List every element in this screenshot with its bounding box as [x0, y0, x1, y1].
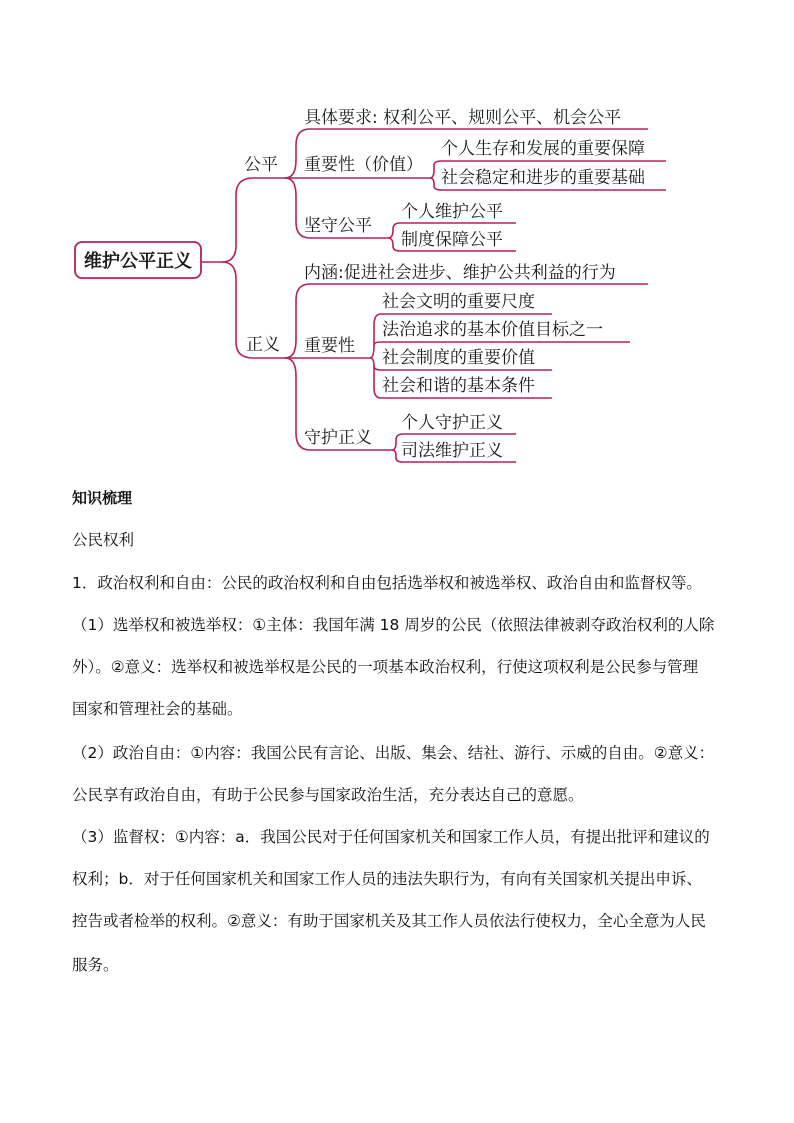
paragraph-4-line-2: 权利；b．对于任何国家机关和国家工作人员的违法失职行为，有向有关国家机关提出申诉、: [72, 870, 702, 888]
paragraph-4-line-4: 服务。: [72, 956, 119, 974]
justice-importance-item-3: 社会制度的重要价值: [382, 348, 535, 368]
fairness-uphold-label: 坚守公平: [304, 216, 372, 236]
justice-importance-item-1: 社会文明的重要尺度: [382, 292, 535, 312]
paragraph-3-line-2: 公民享有政治自由，有助于公民参与国家政治生活，充分表达自己的意愿。: [72, 786, 584, 804]
paragraph-2-line-1: （1）选举权和被选举权：①主体：我国年满 18 周岁的公民（依照法律被剥夺政治权利的人除: [72, 616, 715, 634]
fairness-importance-item-1: 个人生存和发展的重要保障: [441, 139, 645, 159]
fairness-requirements: 具体要求: 权利公平、规则公平、机会公平: [304, 108, 622, 128]
branch-justice-label: 正义: [246, 335, 280, 355]
paragraph-4-line-3: 控告或者检举的权利。②意义：有助于国家机关及其工作人员依法行使权力，全心全意为人民: [72, 912, 706, 930]
justice-meaning: 内涵:促进社会进步、维护公共利益的行为: [304, 263, 616, 283]
document-body: [72, 0, 762, 1123]
paragraph-2-line-2: 外）。②意义：选举权和被选举权是公民的一项基本政治权利，行使这项权利是公民参与管理: [72, 658, 699, 676]
branch-fairness-label: 公平: [244, 155, 278, 175]
fairness-importance-label: 重要性（价值）: [304, 155, 423, 175]
justice-importance-label: 重要性: [304, 336, 355, 356]
section-subheading: 公民权利: [72, 531, 135, 549]
justice-importance-item-4: 社会和谐的基本条件: [382, 376, 535, 396]
paragraph-1: 1．政治权利和自由：公民的政治权利和自由包括选举权和被选举权、政治自由和监督权等。: [72, 574, 702, 592]
justice-importance-item-2: 法治追求的基本价值目标之一: [382, 320, 603, 340]
paragraph-4-line-1: （3）监督权：①内容：a．我国公民对于任何国家机关和国家工作人员，有提出批评和建议的: [72, 828, 710, 846]
fairness-uphold-item-1: 个人维护公平: [401, 202, 503, 222]
fairness-importance-item-2: 社会稳定和进步的重要基础: [441, 168, 645, 188]
section-heading: 知识梳理: [72, 489, 133, 507]
justice-guard-item-1: 个人守护正义: [401, 413, 503, 433]
paragraph-2-line-3: 国家和管理社会的基础。: [72, 700, 243, 718]
fairness-uphold-item-2: 制度保障公平: [401, 230, 503, 250]
justice-guard-item-2: 司法维护正义: [401, 441, 503, 461]
paragraph-3-line-1: （2）政治自由：①内容：我国公民有言论、出版、集会、结社、游行、示威的自由。②意义：: [72, 744, 715, 762]
justice-guard-label: 守护正义: [304, 428, 372, 448]
root-node-label: 维护公平正义: [84, 251, 192, 272]
